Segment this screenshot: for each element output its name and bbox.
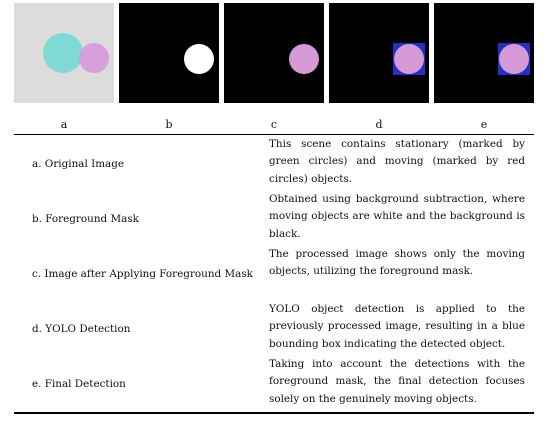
panel-masked-image xyxy=(224,3,324,103)
masked-image-graphic xyxy=(224,3,324,103)
yolo-detected-circle xyxy=(394,44,424,74)
table-row xyxy=(14,191,534,246)
row-description: Obtained using background subtraction, where moving objects are white and the background is black. xyxy=(269,193,525,240)
moving-circle xyxy=(79,43,109,73)
row-label: a. Original Image xyxy=(32,157,125,170)
panel-label-c: c xyxy=(270,118,278,131)
panel-yolo-detection xyxy=(329,3,429,103)
original-image-graphic xyxy=(14,3,114,103)
description-table xyxy=(14,136,534,411)
panel-label-a: a xyxy=(60,118,68,131)
row-label: c. Image after Applying Foreground Mask xyxy=(32,267,253,280)
yolo-detection-graphic xyxy=(329,3,429,103)
table-row xyxy=(14,136,534,191)
row-description: YOLO object detection is applied to the previously processed image, resulting in a blue bounding box indicating the detected object. xyxy=(269,303,525,350)
final-detected-circle xyxy=(499,44,529,74)
row-description: Taking into account the detections with the foreground mask, the final detection focuses solely on the genuinely moving objects. xyxy=(269,358,525,405)
panel-foreground-mask xyxy=(119,3,219,103)
row-description: This scene contains stationary (marked by green circles) and moving (marked by red circles) objects. xyxy=(269,138,525,185)
masked-moving-circle xyxy=(289,44,319,74)
final-detection-graphic xyxy=(434,3,534,103)
table-bottom-rule xyxy=(14,412,534,414)
panel-original-image xyxy=(14,3,114,103)
row-label: e. Final Detection xyxy=(32,377,126,390)
table-row xyxy=(14,301,534,356)
panel-label-d: d xyxy=(375,118,383,131)
figure-panels xyxy=(14,0,534,131)
table-top-rule xyxy=(14,134,534,135)
foreground-mask-graphic xyxy=(119,3,219,103)
stationary-circle xyxy=(43,33,83,73)
table-row xyxy=(14,246,534,301)
row-description: The processed image shows only the moving objects, utilizing the foreground mask. xyxy=(269,248,525,278)
row-label: b. Foreground Mask xyxy=(32,212,139,225)
row-label: d. YOLO Detection xyxy=(32,322,131,335)
panel-final-detection xyxy=(434,3,534,103)
table-row xyxy=(14,356,534,411)
panel-label-b: b xyxy=(165,118,173,131)
mask-moving-object xyxy=(184,44,214,74)
panel-label-e: e xyxy=(480,118,488,131)
